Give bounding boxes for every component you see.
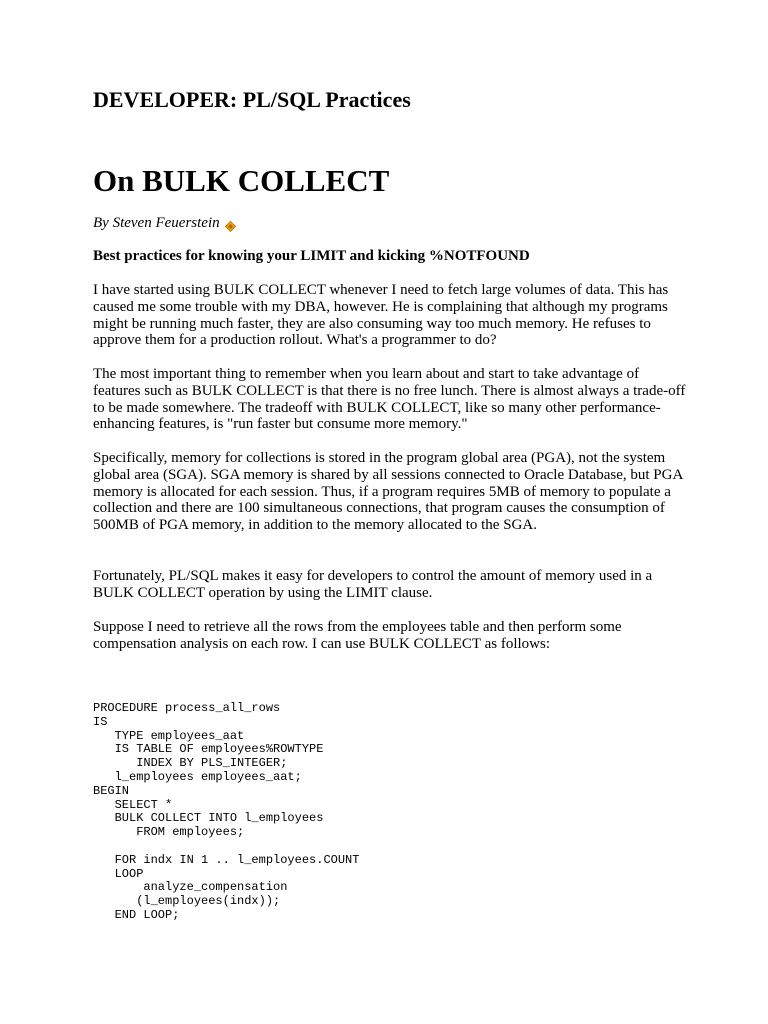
paragraph-2: The most important thing to remember when you learn about and start to take advantage of features such as BULK COLLECT is that there is no free lunch. There is almost always a trade-off to be made somewhere. The tradeoff with BULK COLLECT, like so many other performance-enhancing features, is "run faster but consume more memory." xyxy=(93,366,686,433)
article-subtitle: Best practices for knowing your LIMIT and kicking %NOTFOUND xyxy=(93,248,530,264)
paragraph-1: I have started using BULK COLLECT whenever I need to fetch large volumes of data. This has caused me some trouble with my DBA, however. He is complaining that although my programs might be running much faster, they are also consuming way too much memory. He refuses to approve them for a production rollout. What's a programmer to do? xyxy=(93,282,669,349)
article-title: On BULK COLLECT xyxy=(93,163,390,198)
author-name: By Steven Feuerstein xyxy=(93,215,220,231)
section-heading: DEVELOPER: PL/SQL Practices xyxy=(93,87,411,112)
paragraph-3: Specifically, memory for collections is stored in the program global area (PGA), not the system global area (SGA). SGA memory is shared by all sessions connected to Oracle Database, but PGA memory is allocated for each session. Thus, if a program requires 5MB of memory to populate a collection and there are 100 simultaneous connections, that program causes the consumption of 500MB of PGA memory, in addition to the memory allocated to the SGA. xyxy=(93,450,683,534)
paragraph-4: Fortunately, PL/SQL makes it easy for developers to control the amount of memory used in a BULK COLLECT operation by using the LIMIT clause. xyxy=(93,568,653,601)
author-icon[interactable] xyxy=(225,218,236,229)
code-block: PROCEDURE process_all_rows IS TYPE employees_aat IS TABLE OF employees%ROWTYPE INDEX BY PLS_INTEGER; l_employees employees_aat; BEGIN SELECT * BULK COLLECT INTO l_employees FROM employees; FOR indx IN 1 .. l_employees.COUNT LOOP analyze_compensation (l_employees(indx)); END LOOP; xyxy=(93,701,360,922)
paragraph-5: Suppose I need to retrieve all the rows from the employees table and then perform some compensation analysis on each row. I can use BULK COLLECT as follows: xyxy=(93,619,622,652)
byline xyxy=(93,213,236,233)
